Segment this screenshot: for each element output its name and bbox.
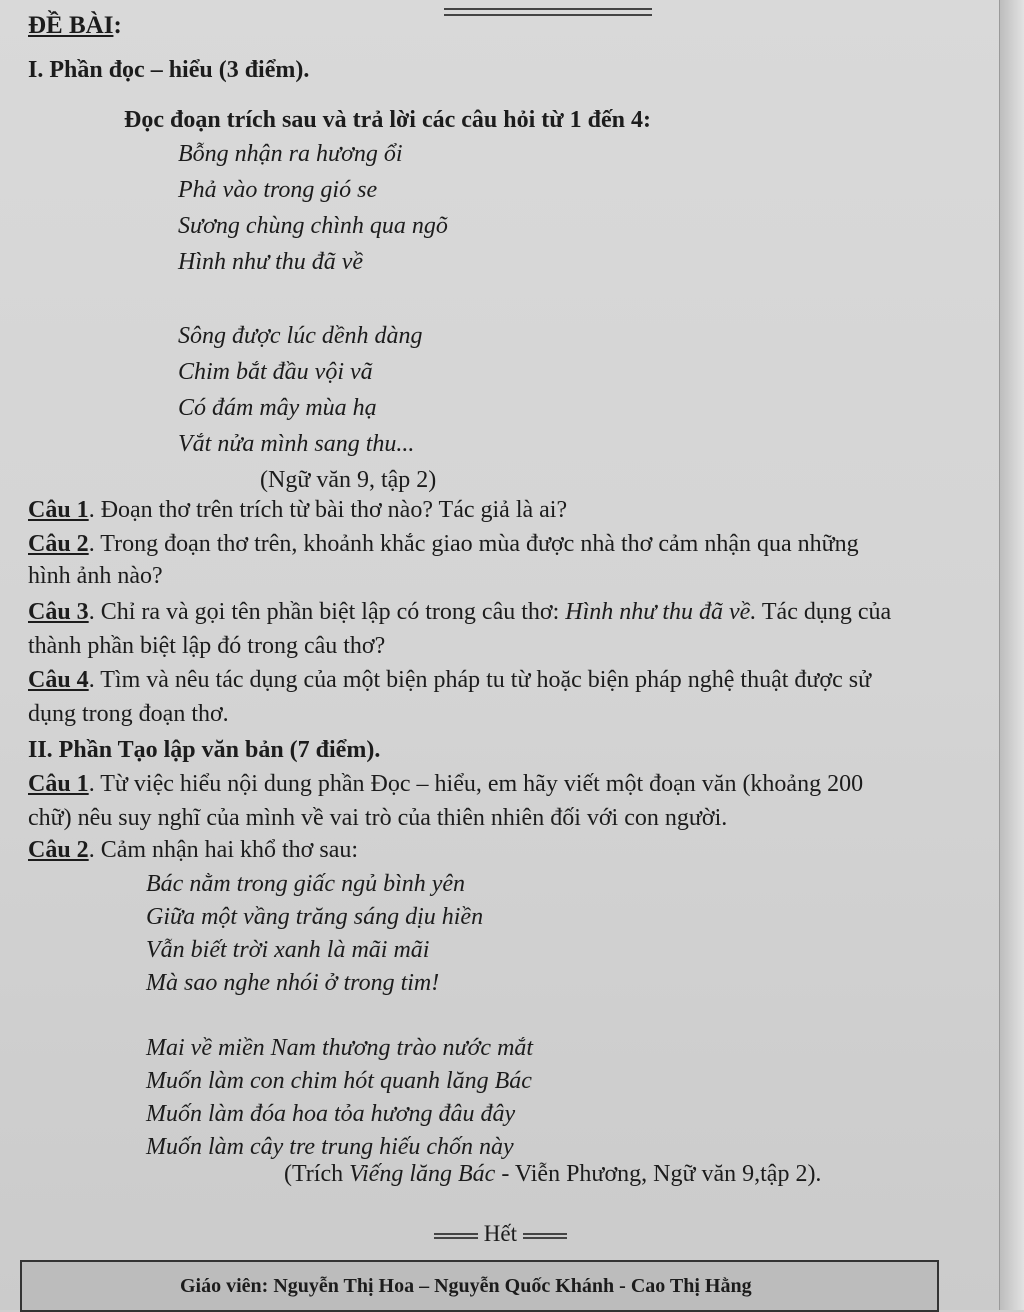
part1-question-2: Câu 2. Trong đoạn thơ trên, khoảnh khắc giao mùa được nhà thơ cảm nhận qua những [28,531,859,557]
poem2-line-4: Mà sao nghe nhói ở trong tim! [146,970,440,996]
heading-de-bai: ĐỀ BÀI: [28,12,122,39]
part2-question-1-cont: chữ) nêu suy nghĩ của mình về vai trò của thiên nhiên đối với con người. [28,805,728,831]
part1-question-1: Câu 1. Đoạn thơ trên trích từ bài thơ nào? Tác giả là ai? [28,497,568,523]
poem1-line-7: Có đám mây mùa hạ [178,395,377,421]
poem2-line-7: Muốn làm đóa hoa tỏa hương đâu đây [146,1101,516,1127]
poem1-source: (Ngữ văn 9, tập 2) [260,467,437,493]
part1-instruction: Đọc đoạn trích sau và trả lời các câu hỏi từ 1 đến 4: [124,107,652,133]
part1-question-4-cont: dụng trong đoạn thơ. [28,701,229,727]
poem1-line-8: Vắt nửa mình sang thu... [178,431,415,457]
part1-question-3: Câu 3. Chỉ ra và gọi tên phần biệt lập có trong câu thơ: Hình như thu đã về. Tác dụng của [28,599,892,625]
part2-question-1: Câu 1. Từ việc hiểu nội dung phần Đọc – hiểu, em hãy viết một đoạn văn (khoảng 200 [28,771,864,797]
poem1-line-5: Sông được lúc dềnh dàng [178,323,423,349]
part1-question-4: Câu 4. Tìm và nêu tác dụng của một biện pháp tu từ hoặc biện pháp nghệ thuật được sử [28,667,872,693]
poem2-line-1: Bác nằm trong giấc ngủ bình yên [146,871,466,897]
poem1-line-2: Phả vào trong gió se [178,177,378,203]
poem2-line-8: Muốn làm cây tre trung hiếu chốn này [146,1134,514,1160]
part2-title: II. Phần Tạo lập văn bản (7 điểm). [28,737,381,763]
poem1-line-4: Hình như thu đã về [178,249,364,275]
poem2-line-6: Muốn làm con chim hót quanh lăng Bác [146,1068,532,1094]
part1-title: I. Phần đọc – hiểu (3 điểm). [28,57,310,83]
poem1-line-3: Sương chùng chình qua ngõ [178,213,448,239]
poem1-line-1: Bỗng nhận ra hương ổi [178,141,403,167]
part2-question-2: Câu 2. Cảm nhận hai khổ thơ sau: [28,837,359,863]
poem2-line-3: Vẫn biết trời xanh là mãi mãi [146,937,430,963]
poem1-line-6: Chim bắt đầu vội vã [178,359,373,385]
end-mark: Hết [434,1221,567,1247]
part1-question-3-cont: thành phần biệt lập đó trong câu thơ? [28,633,386,659]
poem2-line-5: Mai về miền Nam thương trào nước mắt [146,1035,534,1061]
top-double-rule [444,8,652,20]
footer-teachers: Giáo viên: Nguyễn Thị Hoa – Nguyễn Quốc Khánh - Cao Thị Hằng [180,1275,752,1297]
part1-question-2-cont: hình ảnh nào? [28,563,163,589]
poem2-line-2: Giữa một vầng trăng sáng dịu hiền [146,904,484,930]
next-page-edge [999,0,1024,1310]
poem2-source: (Trích Viếng lăng Bác - Viễn Phương, Ngữ văn 9,tập 2). [284,1161,822,1187]
